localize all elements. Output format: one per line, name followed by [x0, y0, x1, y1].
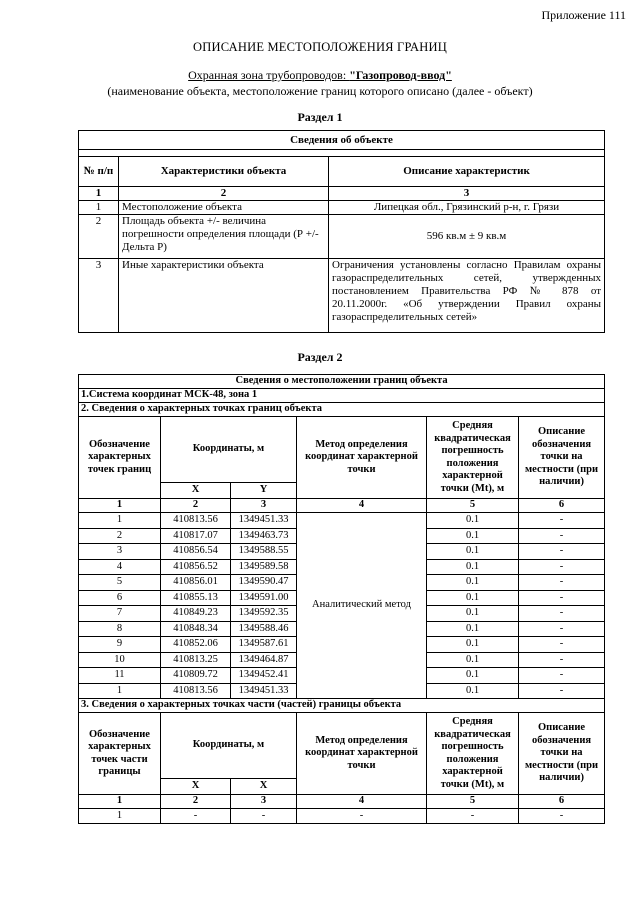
col-num: 1 [79, 187, 119, 201]
row-name: Иные характеристики объекта [119, 259, 329, 333]
point-y: 1349590.47 [231, 575, 297, 591]
point-x: 410856.54 [161, 544, 231, 560]
point-number: 3 [79, 544, 161, 560]
method-cell: Аналитический метод [297, 513, 427, 699]
col-num: 3 [329, 187, 605, 201]
table-row [79, 201, 605, 215]
point-number: 2 [79, 528, 161, 544]
point-x: 410849.23 [161, 606, 231, 622]
point-y: 1349451.33 [231, 513, 297, 529]
crs-label: 1.Система координат МСК-48, зона 1 [79, 389, 605, 403]
point-number: 5 [79, 575, 161, 591]
point-desc: - [519, 590, 605, 606]
point-accuracy: 0.1 [427, 683, 519, 699]
col-num: 3 [231, 499, 297, 513]
col-header-y: Y [231, 483, 297, 499]
point-x: - [161, 809, 231, 824]
col-num: 6 [519, 795, 605, 809]
point-x: 410813.56 [161, 683, 231, 699]
point-number: 1 [79, 683, 161, 699]
col-header-desc: Описание обозначения точки на местности (при наличии) [519, 417, 605, 499]
section-2-label: Раздел 2 [297, 350, 343, 364]
point-method: - [297, 809, 427, 824]
row-name: Площадь объекта +/- величина погрешности определения площади (Р +/- Дельта Р) [119, 215, 329, 259]
point-desc: - [519, 809, 605, 824]
row-no: 1 [79, 201, 119, 215]
object-note: (наименование объекта, местоположение границ которого описано (далее - объект) [107, 84, 533, 98]
row-no: 3 [79, 259, 119, 333]
point-number: 8 [79, 621, 161, 637]
point-desc: - [519, 513, 605, 529]
table-row [79, 809, 605, 824]
part3-title: 3. Сведения о характерных точках части (частей) границы объекта [79, 699, 605, 713]
point-number: 4 [79, 559, 161, 575]
point-number: 1 [79, 513, 161, 529]
object-info-title: Сведения об объекте [79, 131, 605, 150]
col-num: 4 [297, 499, 427, 513]
col-header-point-part: Обозначение характерных точек части границы [79, 713, 161, 795]
point-x: 410856.52 [161, 559, 231, 575]
col-header-method: Метод определения координат характерной точки [297, 713, 427, 795]
object-name: "Газопровод-ввод" [349, 68, 452, 82]
point-y: 1349463.73 [231, 528, 297, 544]
col-num: 1 [79, 795, 161, 809]
point-accuracy: 0.1 [427, 637, 519, 653]
point-x: 410813.25 [161, 652, 231, 668]
col-header-characteristic: Характеристики объекта [119, 157, 329, 187]
point-number: 1 [79, 809, 161, 824]
point-desc: - [519, 544, 605, 560]
col-num: 3 [231, 795, 297, 809]
col-num: 2 [119, 187, 329, 201]
point-number: 9 [79, 637, 161, 653]
col-num: 2 [161, 795, 231, 809]
point-number: 10 [79, 652, 161, 668]
point-desc: - [519, 575, 605, 591]
object-prefix: Охранная зона трубопроводов: "Газопровод-ввод" [188, 68, 452, 82]
row-name: Местоположение объекта [119, 201, 329, 215]
row-no: 2 [79, 215, 119, 259]
point-y: 1349589.58 [231, 559, 297, 575]
point-x: 410809.72 [161, 668, 231, 684]
table-row [79, 513, 605, 529]
object-heading [0, 68, 640, 83]
point-x: 410813.56 [161, 513, 231, 529]
point-accuracy: 0.1 [427, 528, 519, 544]
point-accuracy: 0.1 [427, 575, 519, 591]
col-header-x: X [161, 779, 231, 795]
point-number: 6 [79, 590, 161, 606]
point-accuracy: 0.1 [427, 668, 519, 684]
point-accuracy: 0.1 [427, 621, 519, 637]
section-1-label: Раздел 1 [297, 110, 343, 124]
row-value: 596 кв.м ± 9 кв.м [329, 215, 605, 259]
point-accuracy: 0.1 [427, 606, 519, 622]
table-row [79, 215, 605, 259]
point-y: 1349588.55 [231, 544, 297, 560]
point-y: 1349451.33 [231, 683, 297, 699]
point-y: 1349452.41 [231, 668, 297, 684]
row-value: Липецкая обл., Грязинский р-н, г. Грязи [329, 201, 605, 215]
point-accuracy: 0.1 [427, 544, 519, 560]
point-y: 1349591.00 [231, 590, 297, 606]
col-header-accuracy: Средняя квадратическая погрешность положения характерной точки (Mt), м [427, 417, 519, 499]
point-desc: - [519, 668, 605, 684]
point-number: 11 [79, 668, 161, 684]
point-x: 410855.13 [161, 590, 231, 606]
point-accuracy: 0.1 [427, 590, 519, 606]
point-x: 410852.06 [161, 637, 231, 653]
boundary-table [78, 374, 605, 824]
row-value: Ограничения установлены согласно Правилам охраны газораспределительных сетей, утвержденных постановлением Правительства РФ № 878 от 20.11.2000г. «Об утверждении Правил охраны газораспределительных сетей» [329, 259, 605, 333]
col-header-x: X [161, 483, 231, 499]
col-header-x: X [231, 779, 297, 795]
point-desc: - [519, 683, 605, 699]
spacer-row [79, 150, 605, 157]
col-num: 6 [519, 499, 605, 513]
point-x: 410856.01 [161, 575, 231, 591]
col-header-description: Описание характеристик [329, 157, 605, 187]
point-accuracy: 0.1 [427, 559, 519, 575]
col-num: 4 [297, 795, 427, 809]
col-header-no: № п/п [79, 157, 119, 187]
col-header-point: Обозначение характерных точек границ [79, 417, 161, 499]
point-desc: - [519, 528, 605, 544]
col-header-accuracy: Средняя квадратическая погрешность положения характерной точки (Mt), м [427, 713, 519, 795]
point-y: - [231, 809, 297, 824]
col-header-coords: Координаты, м [161, 713, 297, 779]
boundary-title: Сведения о местоположении границ объекта [79, 375, 605, 389]
document-title: ОПИСАНИЕ МЕСТОПОЛОЖЕНИЯ ГРАНИЦ [193, 40, 447, 54]
table-row [79, 259, 605, 333]
point-desc: - [519, 637, 605, 653]
col-num: 2 [161, 499, 231, 513]
point-desc: - [519, 606, 605, 622]
point-desc: - [519, 652, 605, 668]
point-desc: - [519, 621, 605, 637]
point-accuracy: 0.1 [427, 513, 519, 529]
point-accuracy: - [427, 809, 519, 824]
col-num: 1 [79, 499, 161, 513]
point-x: 410848.34 [161, 621, 231, 637]
object-info-table [78, 130, 605, 333]
point-accuracy: 0.1 [427, 652, 519, 668]
point-y: 1349588.46 [231, 621, 297, 637]
appendix-number: Приложение 111 [541, 8, 626, 22]
part2-title: 2. Сведения о характерных точках границ объекта [79, 403, 605, 417]
point-x: 410817.07 [161, 528, 231, 544]
col-header-desc: Описание обозначения точки на местности (при наличии) [519, 713, 605, 795]
col-header-method: Метод определения координат характерной точки [297, 417, 427, 499]
point-number: 7 [79, 606, 161, 622]
col-num: 5 [427, 795, 519, 809]
col-num: 5 [427, 499, 519, 513]
point-desc: - [519, 559, 605, 575]
col-header-coords: Координаты, м [161, 417, 297, 483]
point-y: 1349592.35 [231, 606, 297, 622]
point-y: 1349464.87 [231, 652, 297, 668]
point-y: 1349587.61 [231, 637, 297, 653]
